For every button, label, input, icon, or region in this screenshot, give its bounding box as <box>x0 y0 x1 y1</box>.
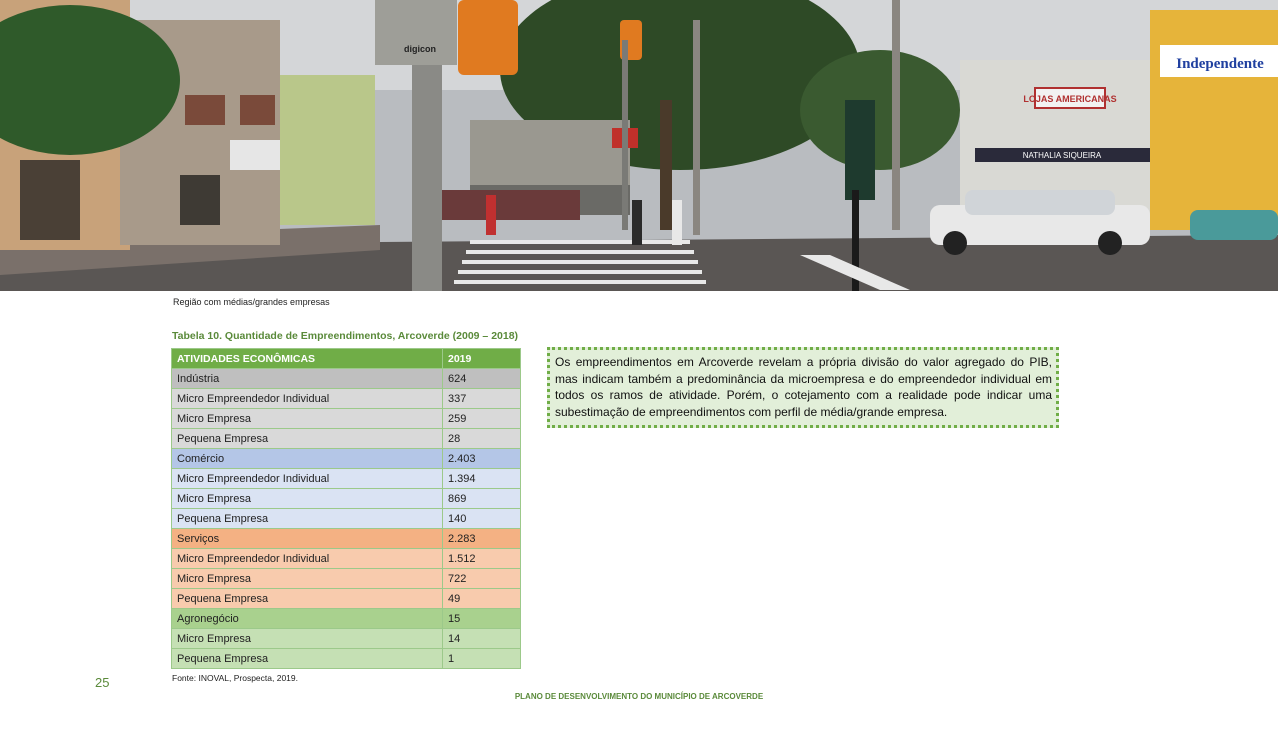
activity-cell: Comércio <box>172 449 443 469</box>
table-row <box>172 549 521 569</box>
activity-cell: Pequena Empresa <box>172 509 443 529</box>
column-header-year: 2019 <box>443 349 521 369</box>
value-cell: 869 <box>443 489 521 509</box>
value-cell: 624 <box>443 369 521 389</box>
table-row <box>172 409 521 429</box>
activity-cell: Agronegócio <box>172 609 443 629</box>
table-source: Fonte: INOVAL, Prospecta, 2019. <box>172 673 298 683</box>
value-cell: 722 <box>443 569 521 589</box>
lojas-sign: LOJAS AMERICANAS <box>1023 94 1117 104</box>
activity-cell: Micro Empreendedor Individual <box>172 469 443 489</box>
analysis-text-box: Os empreendimentos em Arcoverde revelam a própria divisão do valor agregado do PIB, mas indicam também a predominância da microempresa e do empreendedor individual em todos os ramos de atividade. Porém, o cotejamento com a realidade pode indicar uma subestimação de empreendimentos com perfil de média/grande empresa. <box>547 347 1059 428</box>
value-cell: 337 <box>443 389 521 409</box>
table-row <box>172 429 521 449</box>
table-row <box>172 389 521 409</box>
value-cell: 1.394 <box>443 469 521 489</box>
column-header-activity: ATIVIDADES ECONÔMICAS <box>172 349 443 369</box>
page-number: 25 <box>95 675 110 690</box>
table-row <box>172 609 521 629</box>
table-row <box>172 589 521 609</box>
table-row <box>172 469 521 489</box>
activity-cell: Serviços <box>172 529 443 549</box>
table-header-row <box>172 349 521 369</box>
value-cell: 259 <box>443 409 521 429</box>
table-row <box>172 489 521 509</box>
table-row <box>172 649 521 669</box>
activity-cell: Micro Empresa <box>172 569 443 589</box>
activity-cell: Pequena Empresa <box>172 589 443 609</box>
table-row <box>172 509 521 529</box>
nathalia-sign: NATHALIA SIQUEIRA <box>1022 151 1102 160</box>
value-cell: 1.512 <box>443 549 521 569</box>
value-cell: 140 <box>443 509 521 529</box>
enterprises-table <box>171 348 521 669</box>
value-cell: 2.283 <box>443 529 521 549</box>
activity-cell: Micro Empresa <box>172 409 443 429</box>
footer-title: PLANO DE DESENVOLVIMENTO DO MUNICÍPIO DE ARCOVERDE <box>514 692 764 701</box>
photo-caption: Região com médias/grandes empresas <box>173 297 330 307</box>
value-cell: 14 <box>443 629 521 649</box>
value-cell: 2.403 <box>443 449 521 469</box>
table-body <box>172 369 521 669</box>
table-row <box>172 529 521 549</box>
activity-cell: Micro Empresa <box>172 489 443 509</box>
digicon-label: digicon <box>404 44 436 54</box>
activity-cell: Pequena Empresa <box>172 649 443 669</box>
table-row <box>172 569 521 589</box>
street-photo <box>0 0 1278 291</box>
value-cell: 28 <box>443 429 521 449</box>
activity-cell: Micro Empreendedor Individual <box>172 389 443 409</box>
value-cell: 15 <box>443 609 521 629</box>
table-row <box>172 369 521 389</box>
value-cell: 49 <box>443 589 521 609</box>
activity-cell: Indústria <box>172 369 443 389</box>
activity-cell: Pequena Empresa <box>172 429 443 449</box>
activity-cell: Micro Empreendedor Individual <box>172 549 443 569</box>
value-cell: 1 <box>443 649 521 669</box>
table-row <box>172 449 521 469</box>
table-row <box>172 629 521 649</box>
activity-cell: Micro Empresa <box>172 629 443 649</box>
street-photo-illustration <box>0 0 1278 291</box>
table-title: Tabela 10. Quantidade de Empreendimentos, Arcoverde (2009 – 2018) <box>172 330 519 342</box>
independente-sign: Independente <box>1176 56 1264 72</box>
